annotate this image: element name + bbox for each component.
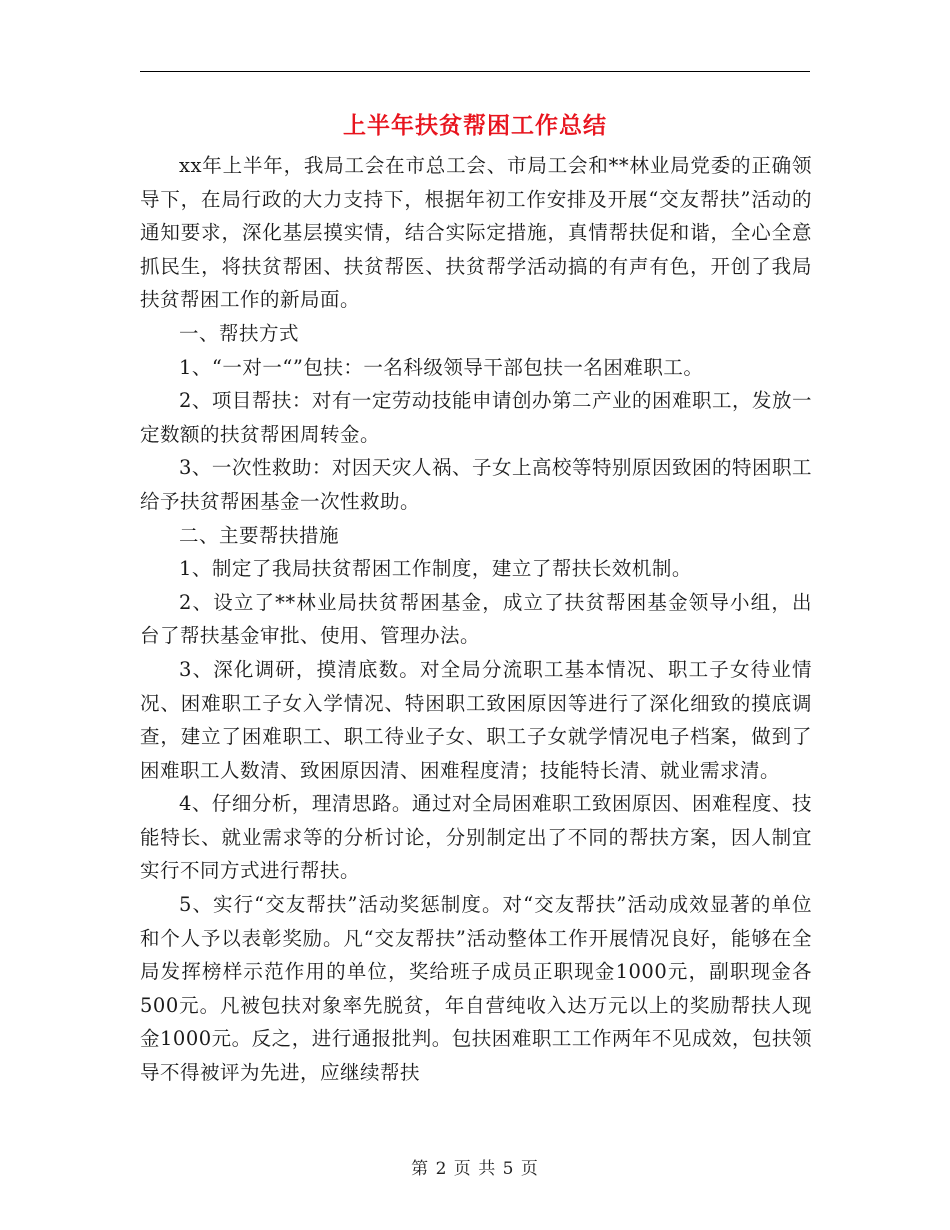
section-heading-measures: 二、主要帮扶措施 [179,523,340,547]
document-title: 上半年扶贫帮困工作总结 [343,112,607,139]
measure-item-4: 4、仔细分析，理清思路。通过对全局困难职工致困原因、困难程度、技能特长、就业需求等的分析讨论，分别制定出了不同的帮扶方案，因人制宜实行不同方式进行帮扶。 [140,792,812,883]
method-item-3: 3、一次性救助：对因天灾人祸、子女上高校等特别原因致困的特困职工给予扶贫帮困基金一次性救助。 [140,456,812,513]
page-number: 第 2 页 共 5 页 [411,1159,539,1179]
measure-item-2: 2、设立了**林业局扶贫帮困基金，成立了扶贫帮困基金领导小组，出台了帮扶基金审批、使用、管理办法。 [140,590,812,648]
intro-paragraph: xx年上半年，我局工会在市总工会、市局工会和**林业局党委的正确领导下，在局行政的大力支持下，根据年初工作安排及开展“交友帮扶”活动的通知要求，深化基层摸实情，结合实际定措施，真情帮扶促和谐，全心全意抓民生，将扶贫帮困、扶贫帮医、扶贫帮学活动搞的有声有色，开创了我局扶贫帮困工作的新局面。 [140,154,812,312]
measure-item-5: 5、实行“交友帮扶”活动奖惩制度。对“交友帮扶”活动成效显著的单位和个人予以表彰奖励。凡“交友帮扶”活动整体工作开展情况良好，能够在全局发挥榜样示范作用的单位，奖给班子成员正职现金1000元，副职现金各500元。凡被包扶对象率先脱贫，年自营纯收入达万元以上的奖励帮扶人现金1000元。反之，进行通报批判。包扶困难职工工作两年不见成效，包扶领导不得被评为先进，应继续帮扶 [140,893,812,1085]
measure-item-3: 3、深化调研，摸清底数。对全局分流职工基本情况、职工子女待业情况、困难职工子女入学情况、特困职工致困原因等进行了深化细致的摸底调查，建立了困难职工、职工待业子女、职工子女就学情况电子档案，做到了困难职工人数清、致困原因清、困难程度清；技能特长清、就业需求清。 [140,657,812,782]
header-rule [140,71,810,72]
document-body [140,149,812,1090]
measure-item-1: 1、制定了我局扶贫帮困工作制度，建立了帮扶长效机制。 [179,557,692,581]
method-item-1: 1、“一对一“”包扶：一名科级领导干部包扶一名困难职工。 [179,355,704,379]
method-item-2: 2、项目帮扶：对有一定劳动技能申请创办第二产业的困难职工，发放一定数额的扶贫帮困周转金。 [140,389,812,446]
section-heading-methods: 一、帮扶方式 [179,321,300,345]
